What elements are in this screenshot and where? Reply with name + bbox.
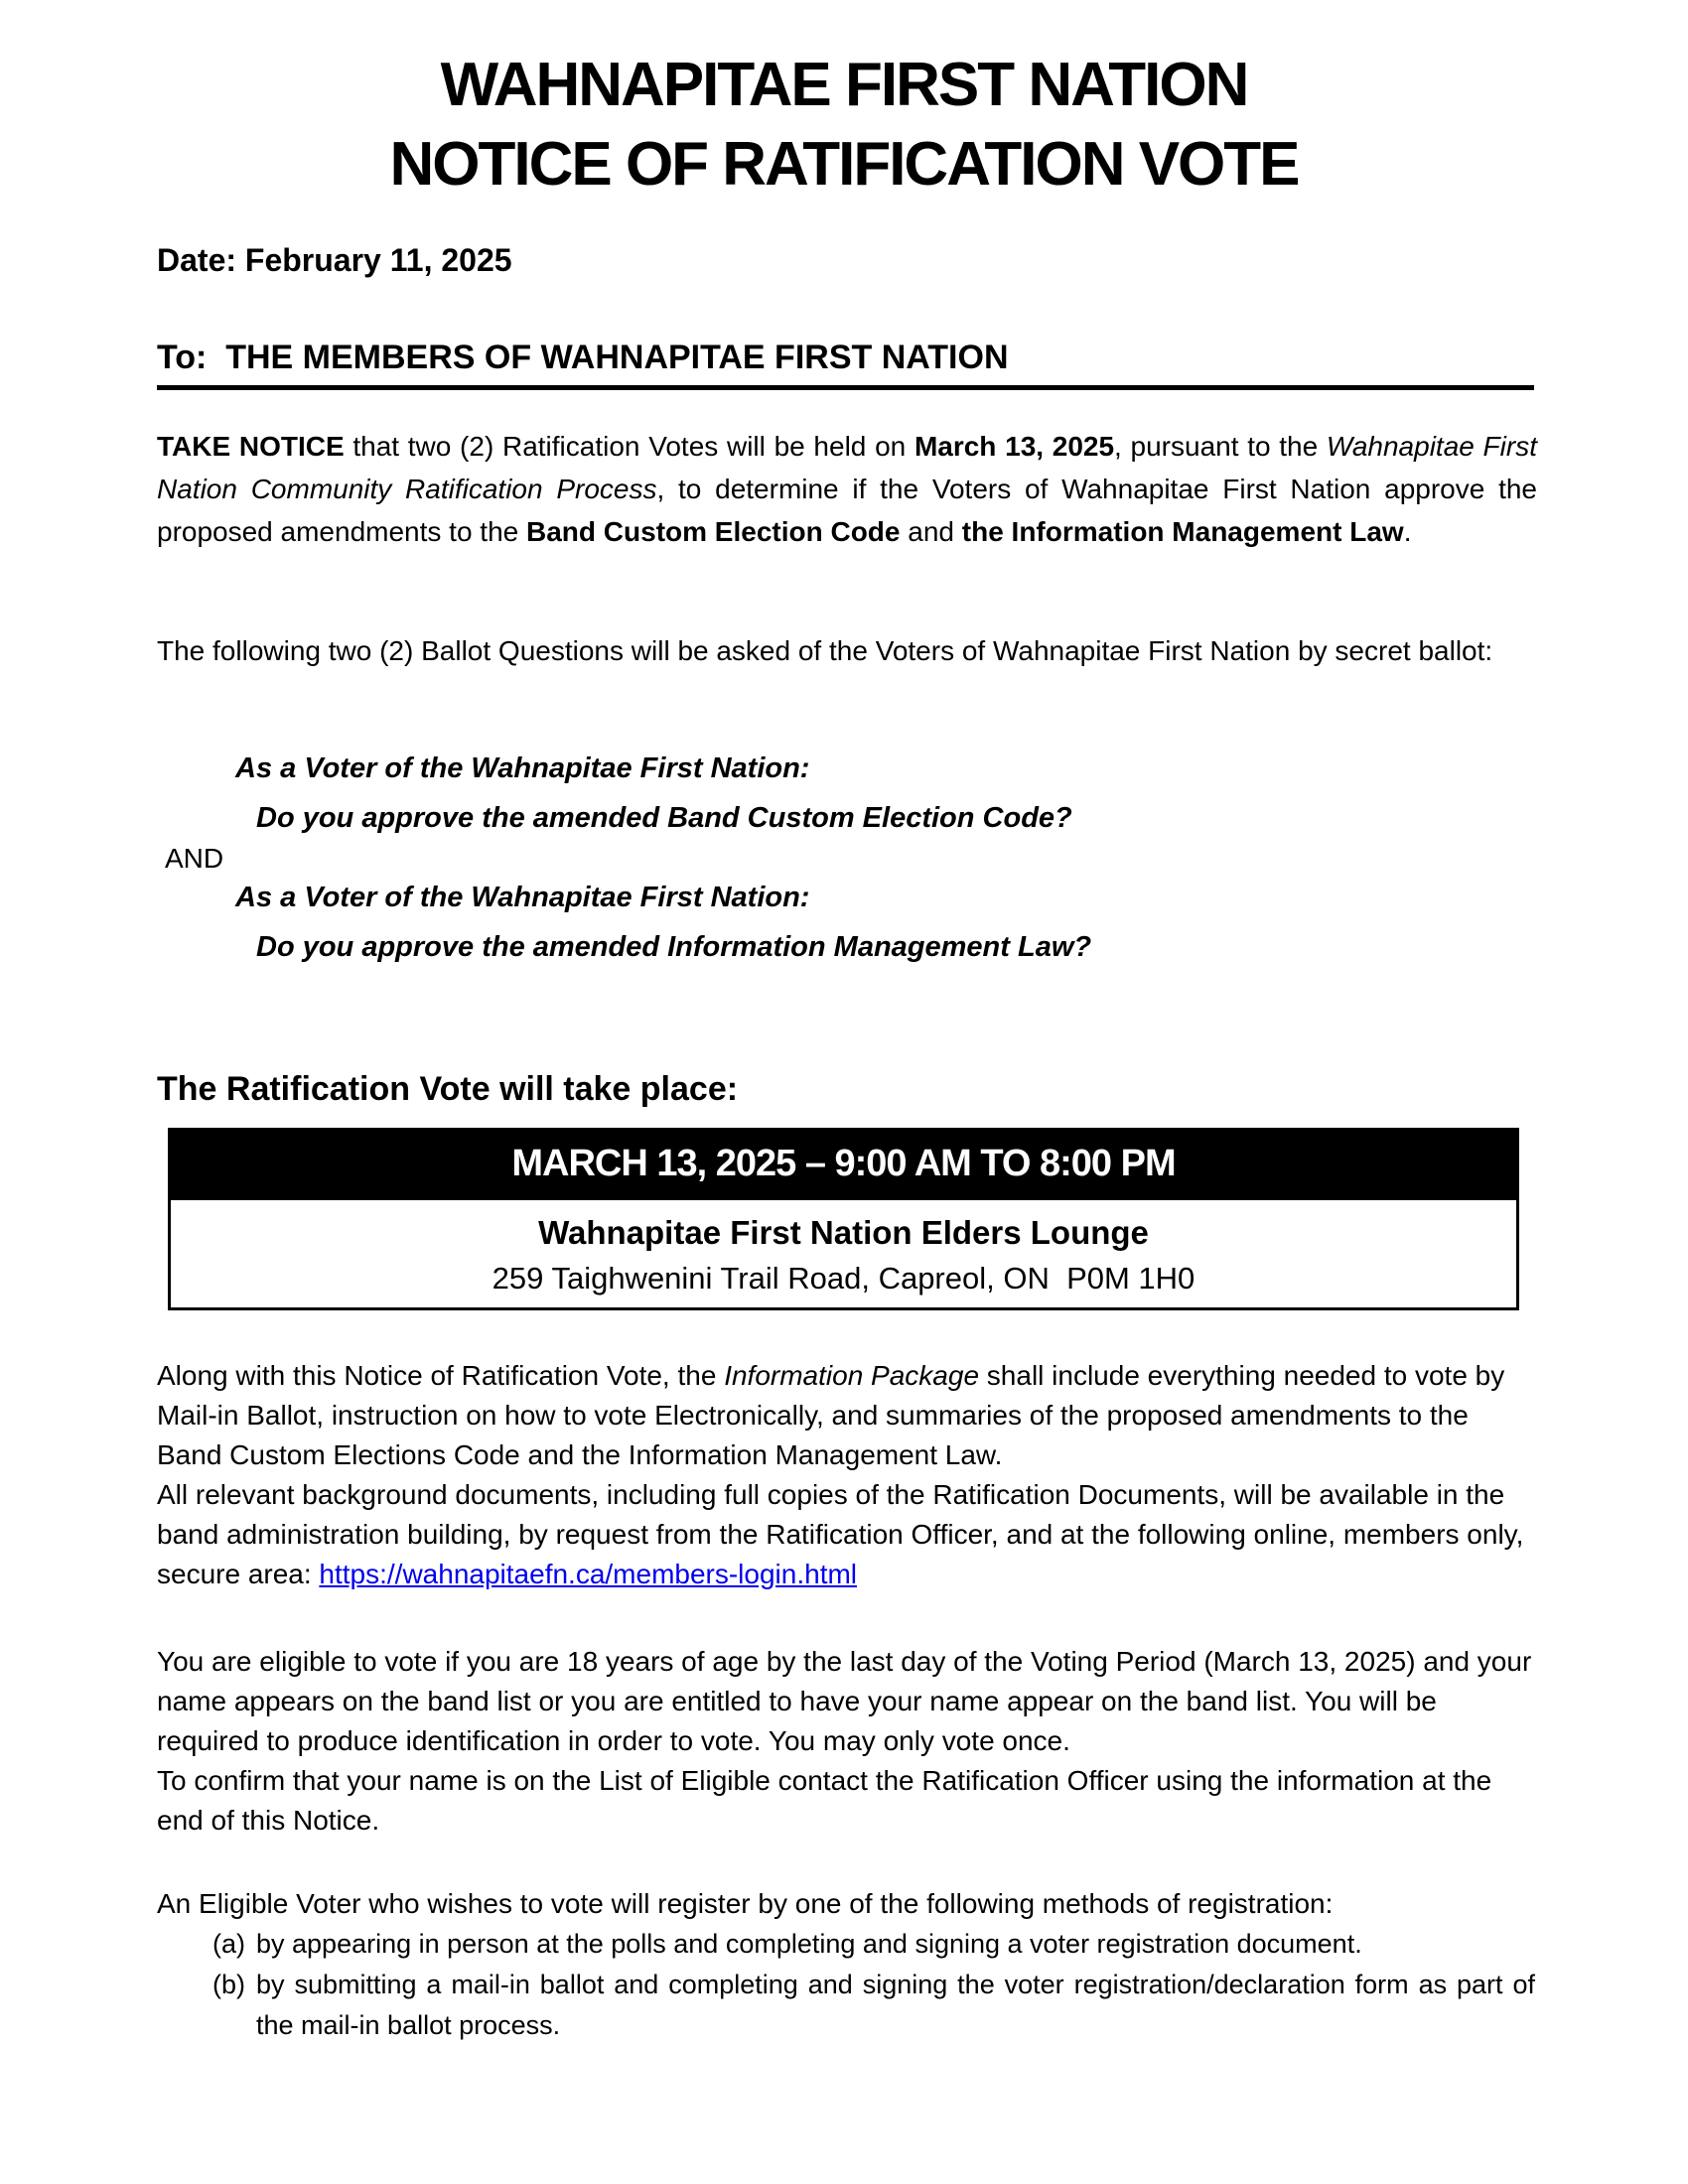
date-line: Date: February 11, 2025: [157, 242, 512, 278]
take-notice-seg3: , to determine if the Voters of Wahnapitae First Nation approve the proposed amendments to the: [157, 474, 1537, 547]
registration-item-b: [212, 1965, 1535, 2046]
and-label: AND: [165, 843, 224, 874]
vote-details-heading: The Ratification Vote will take place:: [157, 1070, 739, 1108]
take-notice-seg2: , pursuant to the: [1114, 431, 1327, 462]
package-seg1: Along with this Notice of Ratification Vote, the: [157, 1360, 725, 1391]
election-code-bold: Band Custom Election Code: [526, 516, 901, 547]
package-seg3: All relevant background documents, including full copies of the Ratification Documents, will be available in the band administration building, by request from the Ratification Officer, and at the following online, members only, secure area:: [157, 1479, 1524, 1589]
venue-box: [168, 1200, 1519, 1310]
document-title-line2: NOTICE OF RATIFICATION VOTE: [389, 130, 1299, 199]
vote-date-bold: March 13, 2025: [914, 431, 1115, 462]
take-notice-seg4: and: [900, 516, 962, 547]
ballot-question2-text: Do you approve the amended Information Management Law?: [256, 931, 1092, 963]
vote-date-banner: MARCH 13, 2025 – 9:00 AM TO 8:00 PM: [168, 1128, 1519, 1200]
ballot-question1-text: Do you approve the amended Band Custom Election Code?: [256, 802, 1072, 834]
registration-item-b-label: (b): [212, 1970, 245, 1999]
document-title: [0, 46, 1688, 205]
venue-address: 259 Taighwenini Trail Road, Capreol, ON P0M 1H0: [492, 1261, 1196, 1296]
eligibility-paragraph: [157, 1642, 1537, 1841]
registration-item-b-text: by submitting a mail-in ballot and completing and signing the voter registration/declaration form as part of the mail-in ballot process.: [256, 1970, 1535, 2040]
to-heading: To: THE MEMBERS OF WAHNAPITAE FIRST NATION: [157, 338, 1534, 390]
take-notice-seg5: .: [1403, 516, 1412, 547]
ballot-question2-header: As a Voter of the Wahnapitae First Nation:: [235, 882, 810, 913]
ratification-process-italic: Wahnapitae First Nation Community Ratification Process: [157, 431, 1537, 504]
registration-intro: An Eligible Voter who wishes to vote will register by one of the following methods of registration:: [157, 1888, 1334, 1919]
ballot-question1-header: As a Voter of the Wahnapitae First Nation:: [235, 752, 810, 784]
information-package-paragraph: [157, 1356, 1537, 1594]
members-login-link[interactable]: https://wahnapitaefn.ca/members-login.html: [319, 1559, 858, 1589]
eligibility-text: You are eligible to vote if you are 18 years of age by the last day of the Voting Period (March 13, 2025) and your name appears on the band list or you are entitled to have your name appear on the band list. You will be required to produce identification in order to vote. You may only vote once.: [157, 1646, 1532, 1756]
info-law-bold: the Information Management Law: [961, 516, 1404, 547]
information-package-italic: Information Package: [724, 1360, 980, 1391]
package-sentence1: [157, 1356, 1537, 1475]
package-sentence2: [157, 1475, 1537, 1594]
take-notice-bold: TAKE NOTICE: [157, 431, 345, 462]
registration-item-a-label: (a): [212, 1929, 245, 1959]
registration-item-a-text: by appearing in person at the polls and completing and signing a voter registration document.: [256, 1929, 1362, 1959]
registration-item-a: [212, 1924, 1535, 1965]
ballot-questions-intro: The following two (2) Ballot Questions will be asked of the Voters of Wahnapitae First Nation by secret ballot:: [157, 635, 1493, 666]
confirm-name-text: To confirm that your name is on the List of Eligible contact the Ratification Officer using the information at the end of this Notice.: [157, 1765, 1492, 1836]
document-title-line1: WAHNAPITAE FIRST NATION: [440, 51, 1248, 119]
package-seg2: shall include everything needed to vote by Mail-in Ballot, instruction on how to vote Electronically, and summaries of the proposed amendments to the Band Custom Elections Code and the Information Management Law.: [157, 1360, 1505, 1470]
take-notice-paragraph: [157, 425, 1537, 553]
venue-name: Wahnapitae First Nation Elders Lounge: [538, 1214, 1149, 1251]
take-notice-seg1: that two (2) Ratification Votes will be held on: [344, 431, 914, 462]
